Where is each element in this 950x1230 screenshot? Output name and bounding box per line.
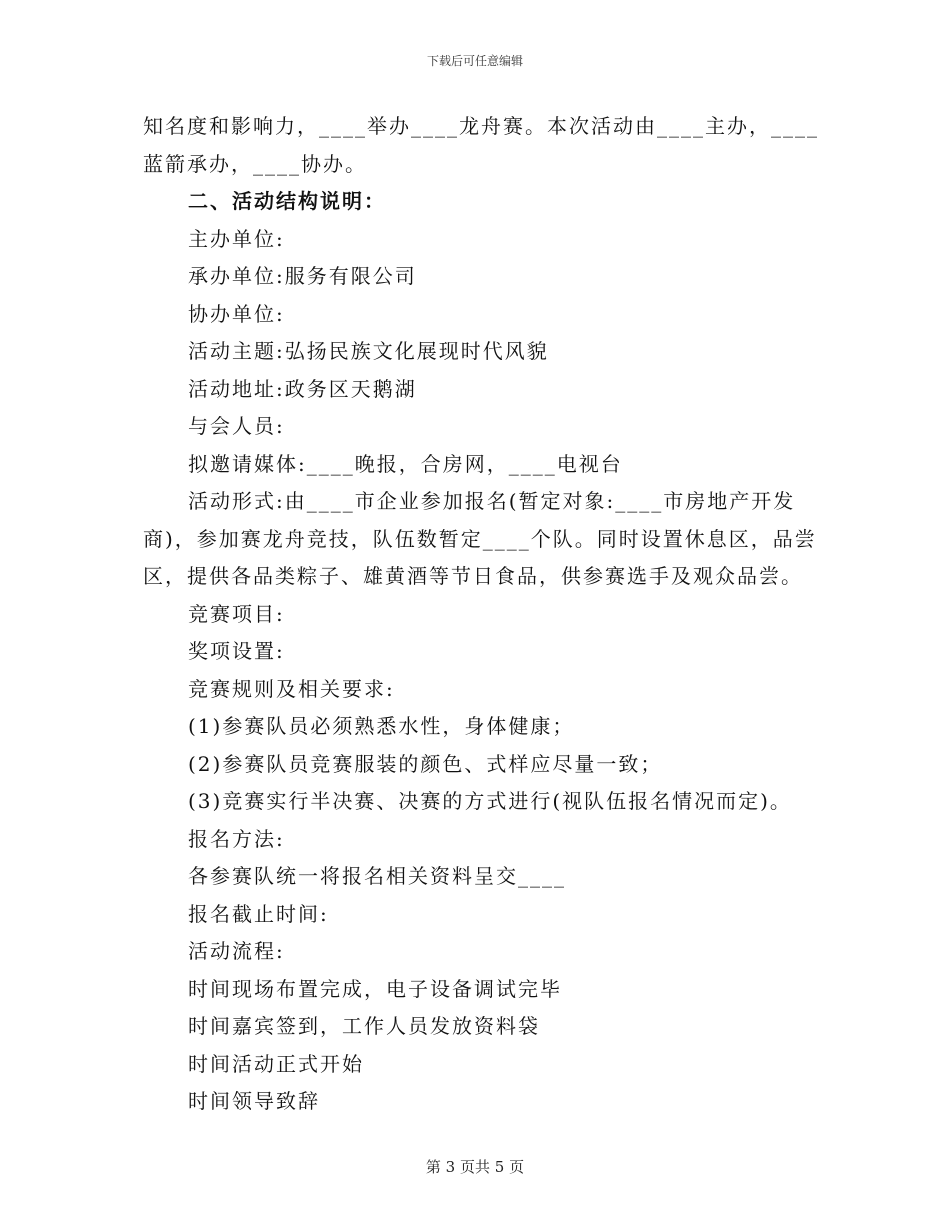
events-label: 竞赛项目: bbox=[188, 601, 285, 626]
media-line: 拟邀请媒体:____晚报，合房网，____电视台 bbox=[188, 451, 623, 476]
address-line: 活动地址:政务区天鹅湖 bbox=[188, 376, 417, 401]
rule-item: (1)参赛队员必须熟悉水性，身体健康； bbox=[188, 714, 575, 738]
paragraph-line: 蓝箭承办，____协办。 bbox=[143, 151, 367, 176]
rule-item: (3)竞赛实行半决赛、决赛的方式进行(视队伍报名情况而定)。 bbox=[188, 789, 792, 813]
attendees-label: 与会人员: bbox=[188, 414, 285, 438]
document-body bbox=[143, 108, 819, 1121]
page-number: 第 3 页共 5 页 bbox=[425, 1158, 525, 1176]
section-heading: 二、活动结构说明： bbox=[188, 189, 386, 213]
organizer-label: 主办单位: bbox=[188, 226, 285, 251]
page-header: 下载后可任意编辑 bbox=[426, 54, 523, 68]
rules-label: 竞赛规则及相关要求: bbox=[188, 676, 395, 701]
paragraph-line: 知名度和影响力，____举办____龙舟赛。本次活动由____主办，____ bbox=[143, 114, 819, 138]
registration-method-line: 各参赛队统一将报名相关资料呈交____ bbox=[188, 864, 566, 888]
undertaker-line: 承办单位:服务有限公司 bbox=[188, 264, 417, 288]
paragraph-line: 商)，参加赛龙舟竞技，队伍数暂定____个队。同时设置休息区，品尝 bbox=[143, 526, 817, 551]
schedule-item: 时间现场布置完成，电子设备调试完毕 bbox=[188, 976, 562, 1001]
co-organizer-label: 协办单位: bbox=[188, 301, 285, 326]
schedule-item: 时间领导致辞 bbox=[188, 1089, 320, 1113]
paragraph-line: 区，提供各品类粽子、雄黄酒等节日食品，供参赛选手及观众品尝。 bbox=[143, 564, 803, 588]
rule-item: (2)参赛队员竞赛服装的颜色、式样应尽量一致； bbox=[188, 751, 663, 776]
registration-deadline-label: 报名截止时间: bbox=[188, 901, 329, 926]
format-line: 活动形式:由____市企业参加报名(暂定对象:____市房地产开发 bbox=[188, 489, 796, 513]
schedule-item: 时间活动正式开始 bbox=[188, 1051, 364, 1076]
registration-method-label: 报名方法: bbox=[188, 826, 285, 851]
schedule-item: 时间嘉宾签到，工作人员发放资料袋 bbox=[188, 1014, 540, 1038]
theme-line: 活动主题:弘扬民族文化展现时代风貌 bbox=[188, 339, 549, 363]
schedule-label: 活动流程: bbox=[188, 939, 285, 963]
awards-label: 奖项设置: bbox=[188, 639, 285, 663]
